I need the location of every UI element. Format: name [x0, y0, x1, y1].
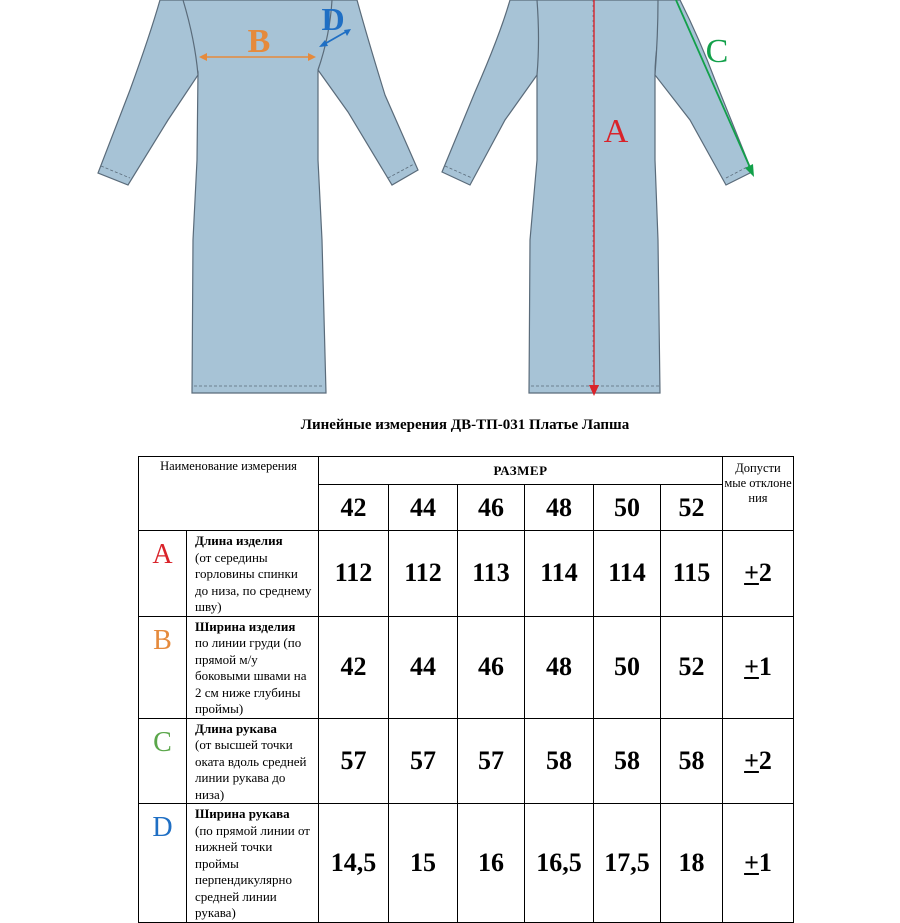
- dress-back-left-sleeve: [442, 0, 539, 185]
- row-letter: B: [139, 616, 187, 718]
- dress-back-right-sleeve: [655, 0, 752, 185]
- row-letter: C: [139, 718, 187, 804]
- table-row: [139, 531, 794, 617]
- value-cell: 57: [389, 718, 458, 804]
- row-detail: (от высшей точки оката вдоль средней линии рукава до низа): [195, 737, 307, 802]
- row-letter: A: [139, 531, 187, 617]
- row-detail: (по прямой линии от нижней точки проймы перпендикулярно средней линии рукава): [195, 822, 310, 920]
- table-row: [139, 616, 794, 718]
- dress-front-left-sleeve: [98, 0, 198, 185]
- value-cell: 16,5: [525, 804, 594, 923]
- value-cell: 114: [594, 531, 661, 617]
- tolerance-cell: +1: [723, 804, 794, 923]
- size-cell: 42: [319, 485, 389, 531]
- measure-c-label: C: [705, 33, 729, 70]
- row-detail: по линии груди (по прямой м/у боковыми швами на 2 см ниже глубины проймы): [195, 635, 307, 716]
- row-description: [187, 718, 319, 804]
- tolerance-cell: +1: [723, 616, 794, 718]
- value-cell: 14,5: [319, 804, 389, 923]
- value-cell: 114: [525, 531, 594, 617]
- value-cell: 46: [458, 616, 525, 718]
- value-cell: 18: [661, 804, 723, 923]
- tolerance-cell: +2: [723, 718, 794, 804]
- row-title: Ширина изделия: [195, 618, 296, 634]
- value-cell: 58: [661, 718, 723, 804]
- table-row: [139, 804, 794, 923]
- size-cell: 50: [594, 485, 661, 531]
- dress-back-body: [528, 0, 668, 393]
- row-detail: (от середины горловины спинки до низа, по среднему шву): [195, 549, 312, 614]
- measure-b-label: B: [247, 23, 271, 60]
- value-cell: 112: [319, 531, 389, 617]
- size-cell: 44: [389, 485, 458, 531]
- value-cell: 112: [389, 531, 458, 617]
- page-title: Линейные измерения ДВ-ТП-031 Платье Лапша: [300, 417, 630, 433]
- dress-front: [98, 0, 418, 393]
- size-cell: 48: [525, 485, 594, 531]
- measurement-table: [138, 456, 794, 923]
- value-cell: 58: [594, 718, 661, 804]
- name-header: Наименование измерения: [139, 457, 319, 531]
- row-letter: D: [139, 804, 187, 923]
- value-cell: 48: [525, 616, 594, 718]
- value-cell: 42: [319, 616, 389, 718]
- row-description: [187, 616, 319, 718]
- row-title: Длина рукава: [195, 720, 277, 736]
- value-cell: 57: [458, 718, 525, 804]
- deviation-header: Допусти мые отклоне ния: [723, 457, 794, 531]
- measure-d-label: D: [321, 1, 345, 37]
- value-cell: 57: [319, 718, 389, 804]
- row-title: Ширина рукава: [195, 806, 290, 821]
- size-cell: 52: [661, 485, 723, 531]
- row-description: [187, 531, 319, 617]
- value-cell: 17,5: [594, 804, 661, 923]
- value-cell: 15: [389, 804, 458, 923]
- row-title: Длина изделия: [195, 533, 283, 548]
- value-cell: 113: [458, 531, 525, 617]
- table-row: [139, 718, 794, 804]
- value-cell: 52: [661, 616, 723, 718]
- value-cell: 58: [525, 718, 594, 804]
- value-cell: 50: [594, 616, 661, 718]
- size-header: РАЗМЕР: [319, 457, 723, 485]
- row-description: [187, 804, 319, 923]
- value-cell: 44: [389, 616, 458, 718]
- size-cell: 46: [458, 485, 525, 531]
- measure-a-label: A: [603, 113, 629, 150]
- value-cell: 16: [458, 804, 525, 923]
- value-cell: 115: [661, 531, 723, 617]
- tolerance-cell: +2: [723, 531, 794, 617]
- dress-back: [442, 0, 754, 396]
- garment-diagram: [0, 0, 900, 405]
